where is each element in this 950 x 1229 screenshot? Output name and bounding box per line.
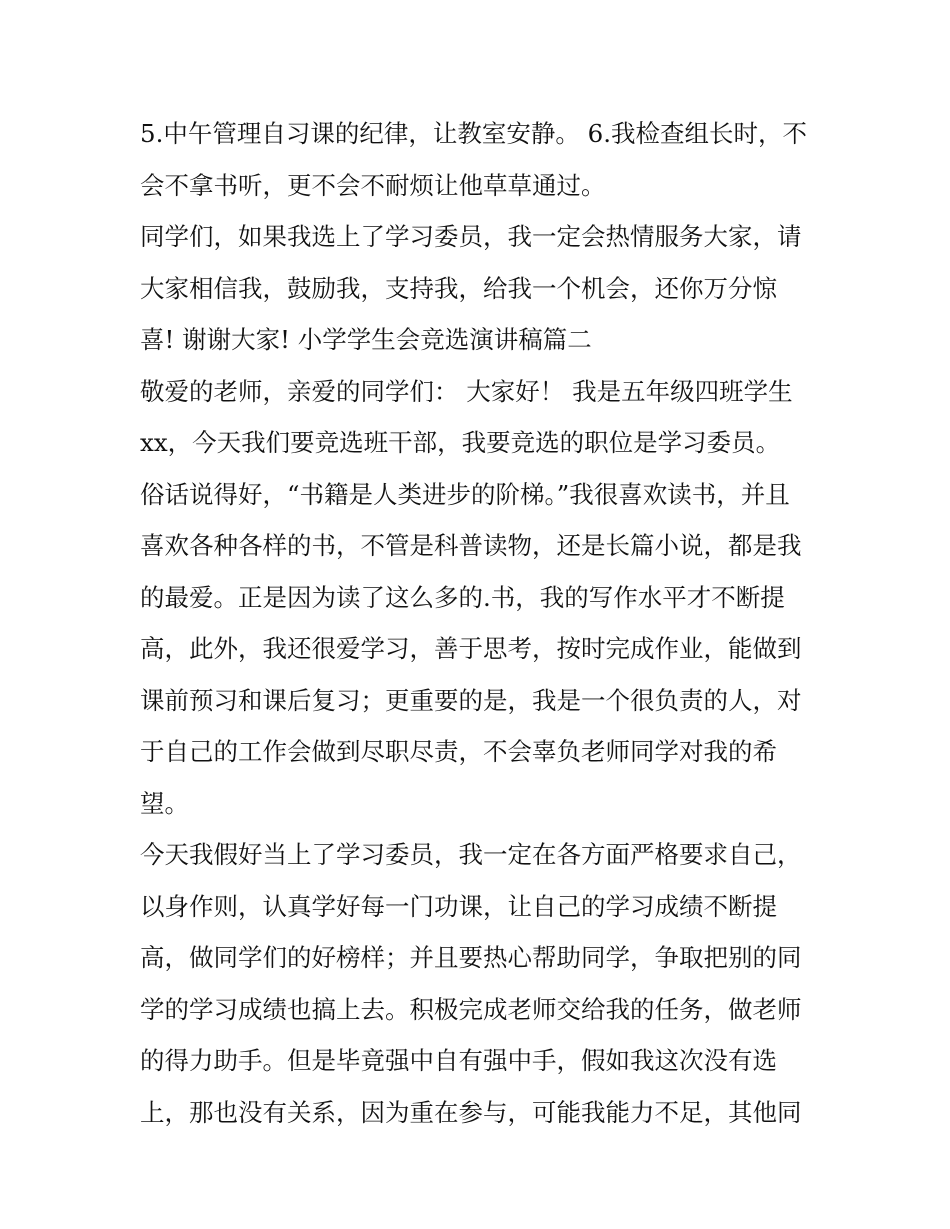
text-line: 课前预习和课后复习；更重要的是，我是一个很负责的人，对	[140, 685, 802, 715]
text-line: 俗话说得好，“书籍是人类进步的阶梯。”我很喜欢读书，并且	[140, 479, 790, 509]
text-line: 高，此外，我还很爱学习，善于思考，按时完成作业，能做到	[140, 634, 802, 663]
text-line: 5.中午管理自习课的纪律，让教室安静。 6.我检查组长时，不	[140, 119, 808, 148]
text-line: 喜欢各种各样的书，不管是科普读物，还是长篇小说，都是我	[140, 531, 802, 560]
text-line: 的最爱。正是因为读了这么多的.书，我的写作水平才不断提	[140, 582, 785, 612]
text-line: 会不拿书听，更不会不耐烦让他草草通过。	[140, 170, 606, 200]
text-line: 敬爱的老师，亲爱的同学们： 大家好！ 我是五年级四班学生	[140, 376, 793, 406]
text-line: 望。	[140, 788, 189, 818]
text-line: 大家相信我，鼓励我，支持我，给我一个机会，还你万分惊	[140, 273, 777, 303]
text-line: 的得力助手。但是毕竟强中自有强中手，假如我这次没有选	[140, 1046, 777, 1075]
text-line: 学的学习成绩也搞上去。积极完成老师交给我的任务，做老师	[140, 994, 802, 1024]
text-line: xx，今天我们要竞选班干部，我要竞选的职位是学习委员。	[140, 428, 781, 457]
text-line: 于自己的工作会做到尽职尽责，不会辜负老师同学对我的希	[140, 737, 777, 766]
text-line: 高，做同学们的好榜样；并且要热心帮助同学，争取把别的同	[140, 943, 802, 972]
text-line: 以身作则，认真学好每一门功课，让自己的学习成绩不断提	[140, 891, 777, 921]
text-line: 喜! 谢谢大家! 小学学生会竞选演讲稿篇二	[140, 325, 592, 354]
document-body	[140, 108, 820, 1138]
text-line: 今天我假好当上了学习委员，我一定在各方面严格要求自己，	[140, 840, 802, 869]
text-line: 同学们，如果我选上了学习委员，我一定会热情服务大家，请	[140, 222, 802, 251]
text-line: 上，那也没有关系，因为重在参与，可能我能力不足，其他同	[140, 1097, 802, 1127]
